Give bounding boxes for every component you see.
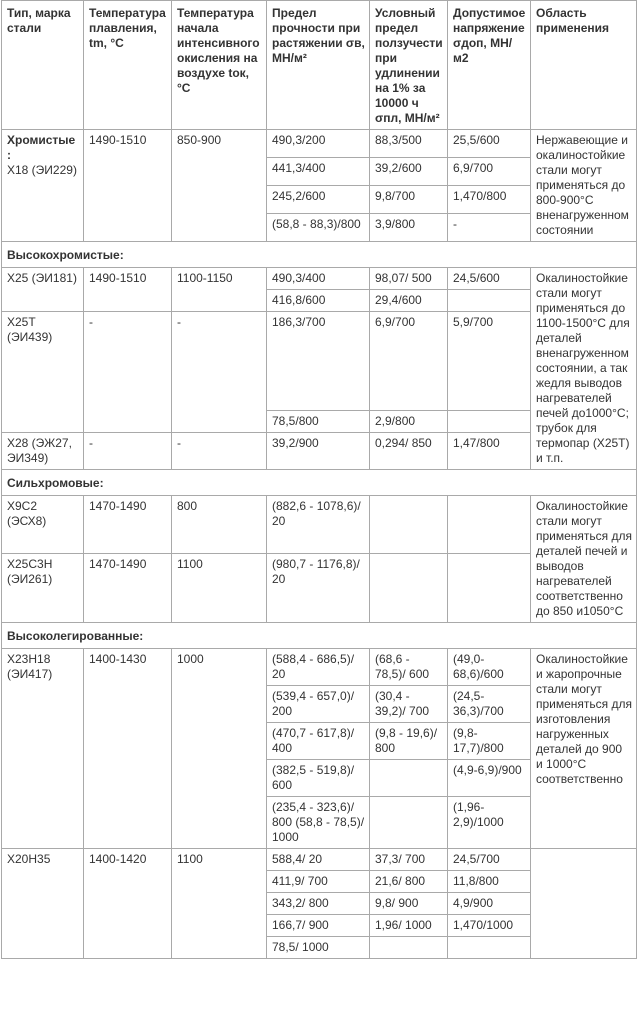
- strength-cell: 166,7/ 900: [267, 915, 370, 937]
- steel-type-cell: Х28 (ЭЖ27, ЭИ349): [2, 433, 84, 470]
- stress-cell: (24,5- 36,3)/700: [448, 686, 531, 723]
- strength-cell: (539,4 - 657,0)/ 200: [267, 686, 370, 723]
- section-row: [2, 470, 637, 496]
- stress-cell: [448, 554, 531, 623]
- strength-cell: 78,5/ 1000: [267, 937, 370, 959]
- stress-cell: 1,470/1000: [448, 915, 531, 937]
- strength-cell: (470,7 - 617,8)/ 400: [267, 723, 370, 760]
- oxidation-temp-cell: 1000: [172, 649, 267, 849]
- creep-cell: 39,2/600: [370, 158, 448, 186]
- strength-cell: 245,2/600: [267, 186, 370, 214]
- creep-cell: [370, 760, 448, 797]
- steel-type-cell: Х25Т (ЭИ439): [2, 312, 84, 433]
- stress-cell: (1,96- 2,9)/1000: [448, 797, 531, 849]
- table-row: [2, 849, 637, 871]
- melt-temp-cell: 1490-1510: [84, 130, 172, 242]
- section-title: Высоколегированные:: [2, 623, 637, 649]
- creep-cell: 9,8/700: [370, 186, 448, 214]
- strength-cell: 588,4/ 20: [267, 849, 370, 871]
- creep-cell: 3,9/800: [370, 214, 448, 242]
- melt-temp-cell: 1470-1490: [84, 554, 172, 623]
- oxidation-temp-cell: -: [172, 433, 267, 470]
- strength-cell: 39,2/900: [267, 433, 370, 470]
- creep-cell: [370, 496, 448, 554]
- steel-grade: Х18 (ЭИ229): [7, 163, 77, 177]
- creep-cell: 37,3/ 700: [370, 849, 448, 871]
- stress-cell: (49,0- 68,6)/600: [448, 649, 531, 686]
- steel-type-cell: Х25С3Н (ЭИ261): [2, 554, 84, 623]
- creep-cell: 0,294/ 850: [370, 433, 448, 470]
- table-row: [2, 649, 637, 686]
- creep-cell: 98,07/ 500: [370, 268, 448, 290]
- header-oxidation-temp: Температура начала интенсивного окисления на воздухе tок,°С: [172, 1, 267, 130]
- stress-cell: 25,5/600: [448, 130, 531, 158]
- header-row: [2, 1, 637, 130]
- melt-temp-cell: -: [84, 433, 172, 470]
- oxidation-temp-cell: 1100-1150: [172, 268, 267, 312]
- strength-cell: (882,6 - 1078,6)/ 20: [267, 496, 370, 554]
- stress-cell: 1,470/800: [448, 186, 531, 214]
- steel-type-cell: Х25 (ЭИ181): [2, 268, 84, 312]
- creep-cell: [370, 937, 448, 959]
- steel-type-cell: Х9С2 (ЭСХ8): [2, 496, 84, 554]
- oxidation-temp-cell: 1100: [172, 849, 267, 959]
- stress-cell: (4,9-6,9)/900: [448, 760, 531, 797]
- steel-type-cell: [2, 130, 84, 242]
- stress-cell: 1,47/800: [448, 433, 531, 470]
- creep-cell: 21,6/ 800: [370, 871, 448, 893]
- table-row: [2, 268, 637, 290]
- strength-cell: (588,4 - 686,5)/ 20: [267, 649, 370, 686]
- application-cell: Нержавеющие и окалиностойкие стали могут применяться до 800-900°С вненагруженном состоянии: [531, 130, 637, 242]
- oxidation-temp-cell: -: [172, 312, 267, 433]
- strength-cell: 490,3/400: [267, 268, 370, 290]
- creep-cell: 29,4/600: [370, 290, 448, 312]
- strength-cell: 441,3/400: [267, 158, 370, 186]
- oxidation-temp-cell: 850-900: [172, 130, 267, 242]
- steel-type-cell: Х20Н35: [2, 849, 84, 959]
- stress-cell: [448, 290, 531, 312]
- section-title: Высокохромистые:: [2, 242, 637, 268]
- oxidation-temp-cell: 1100: [172, 554, 267, 623]
- table-row: [2, 496, 637, 554]
- strength-cell: 78,5/800: [267, 411, 370, 433]
- steel-type-cell: Х23Н18 (ЭИ417): [2, 649, 84, 849]
- header-melt-temp: Температура плавления, tm, °C: [84, 1, 172, 130]
- strength-cell: 490,3/200: [267, 130, 370, 158]
- strength-cell: (235,4 - 323,6)/ 800 (58,8 - 78,5)/ 1000: [267, 797, 370, 849]
- application-cell: Окалиностойкие стали могут применяться для деталей печей и выводов нагревателей соответственно до 850 и1050°С: [531, 496, 637, 623]
- strength-cell: (58,8 - 88,3)/800: [267, 214, 370, 242]
- stress-cell: (9,8-17,7)/800: [448, 723, 531, 760]
- application-cell: Окалиностойкие стали могут применяться до 1100-1500°С для деталей вненагруженном состоянии, а так жедля выводов нагревателей печей до1000°С; трубок для термопар (Х25Т) и т.п.: [531, 268, 637, 470]
- melt-temp-cell: 1490-1510: [84, 268, 172, 312]
- application-cell: Окалиностойкие и жаропрочные стали могут применяться для изготовления нагруженных деталей до 900 и 1000°С соответственно: [531, 649, 637, 849]
- table-row: [2, 130, 637, 158]
- stress-cell: 4,9/900: [448, 893, 531, 915]
- stress-cell: 24,5/700: [448, 849, 531, 871]
- oxidation-temp-cell: 800: [172, 496, 267, 554]
- creep-cell: (68,6 - 78,5)/ 600: [370, 649, 448, 686]
- section-row: [2, 623, 637, 649]
- strength-cell: (980,7 - 1176,8)/ 20: [267, 554, 370, 623]
- strength-cell: 186,3/700: [267, 312, 370, 411]
- header-application: Область применения: [531, 1, 637, 130]
- stress-cell: 5,9/700: [448, 312, 531, 411]
- stress-cell: [448, 937, 531, 959]
- header-allowable-stress: Допустимое напряжение σдоп, МН/м2: [448, 1, 531, 130]
- header-type: Тип, марка стали: [2, 1, 84, 130]
- creep-cell: [370, 554, 448, 623]
- stress-cell: 11,8/800: [448, 871, 531, 893]
- strength-cell: 343,2/ 800: [267, 893, 370, 915]
- creep-cell: 88,3/500: [370, 130, 448, 158]
- header-creep-limit: Условный предел ползучести при удлинении на 1% за 10000 ч σпл, МН/м²: [370, 1, 448, 130]
- creep-cell: 6,9/700: [370, 312, 448, 411]
- stress-cell: 6,9/700: [448, 158, 531, 186]
- section-title: Хромистые:: [7, 133, 76, 162]
- stress-cell: 24,5/600: [448, 268, 531, 290]
- melt-temp-cell: 1400-1430: [84, 649, 172, 849]
- creep-cell: (30,4 - 39,2)/ 700: [370, 686, 448, 723]
- creep-cell: 9,8/ 900: [370, 893, 448, 915]
- creep-cell: 2,9/800: [370, 411, 448, 433]
- creep-cell: (9,8 - 19,6)/ 800: [370, 723, 448, 760]
- melt-temp-cell: 1470-1490: [84, 496, 172, 554]
- section-row: [2, 242, 637, 268]
- application-cell: [531, 849, 637, 959]
- creep-cell: 1,96/ 1000: [370, 915, 448, 937]
- melt-temp-cell: -: [84, 312, 172, 433]
- strength-cell: 416,8/600: [267, 290, 370, 312]
- section-title: Сильхромовые:: [2, 470, 637, 496]
- stress-cell: [448, 496, 531, 554]
- strength-cell: (382,5 - 519,8)/ 600: [267, 760, 370, 797]
- header-tensile-strength: Предел прочности при растяжении σв, МН/м²: [267, 1, 370, 130]
- creep-cell: [370, 797, 448, 849]
- stress-cell: [448, 411, 531, 433]
- steel-properties-table: [1, 0, 637, 959]
- strength-cell: 411,9/ 700: [267, 871, 370, 893]
- stress-cell: -: [448, 214, 531, 242]
- melt-temp-cell: 1400-1420: [84, 849, 172, 959]
